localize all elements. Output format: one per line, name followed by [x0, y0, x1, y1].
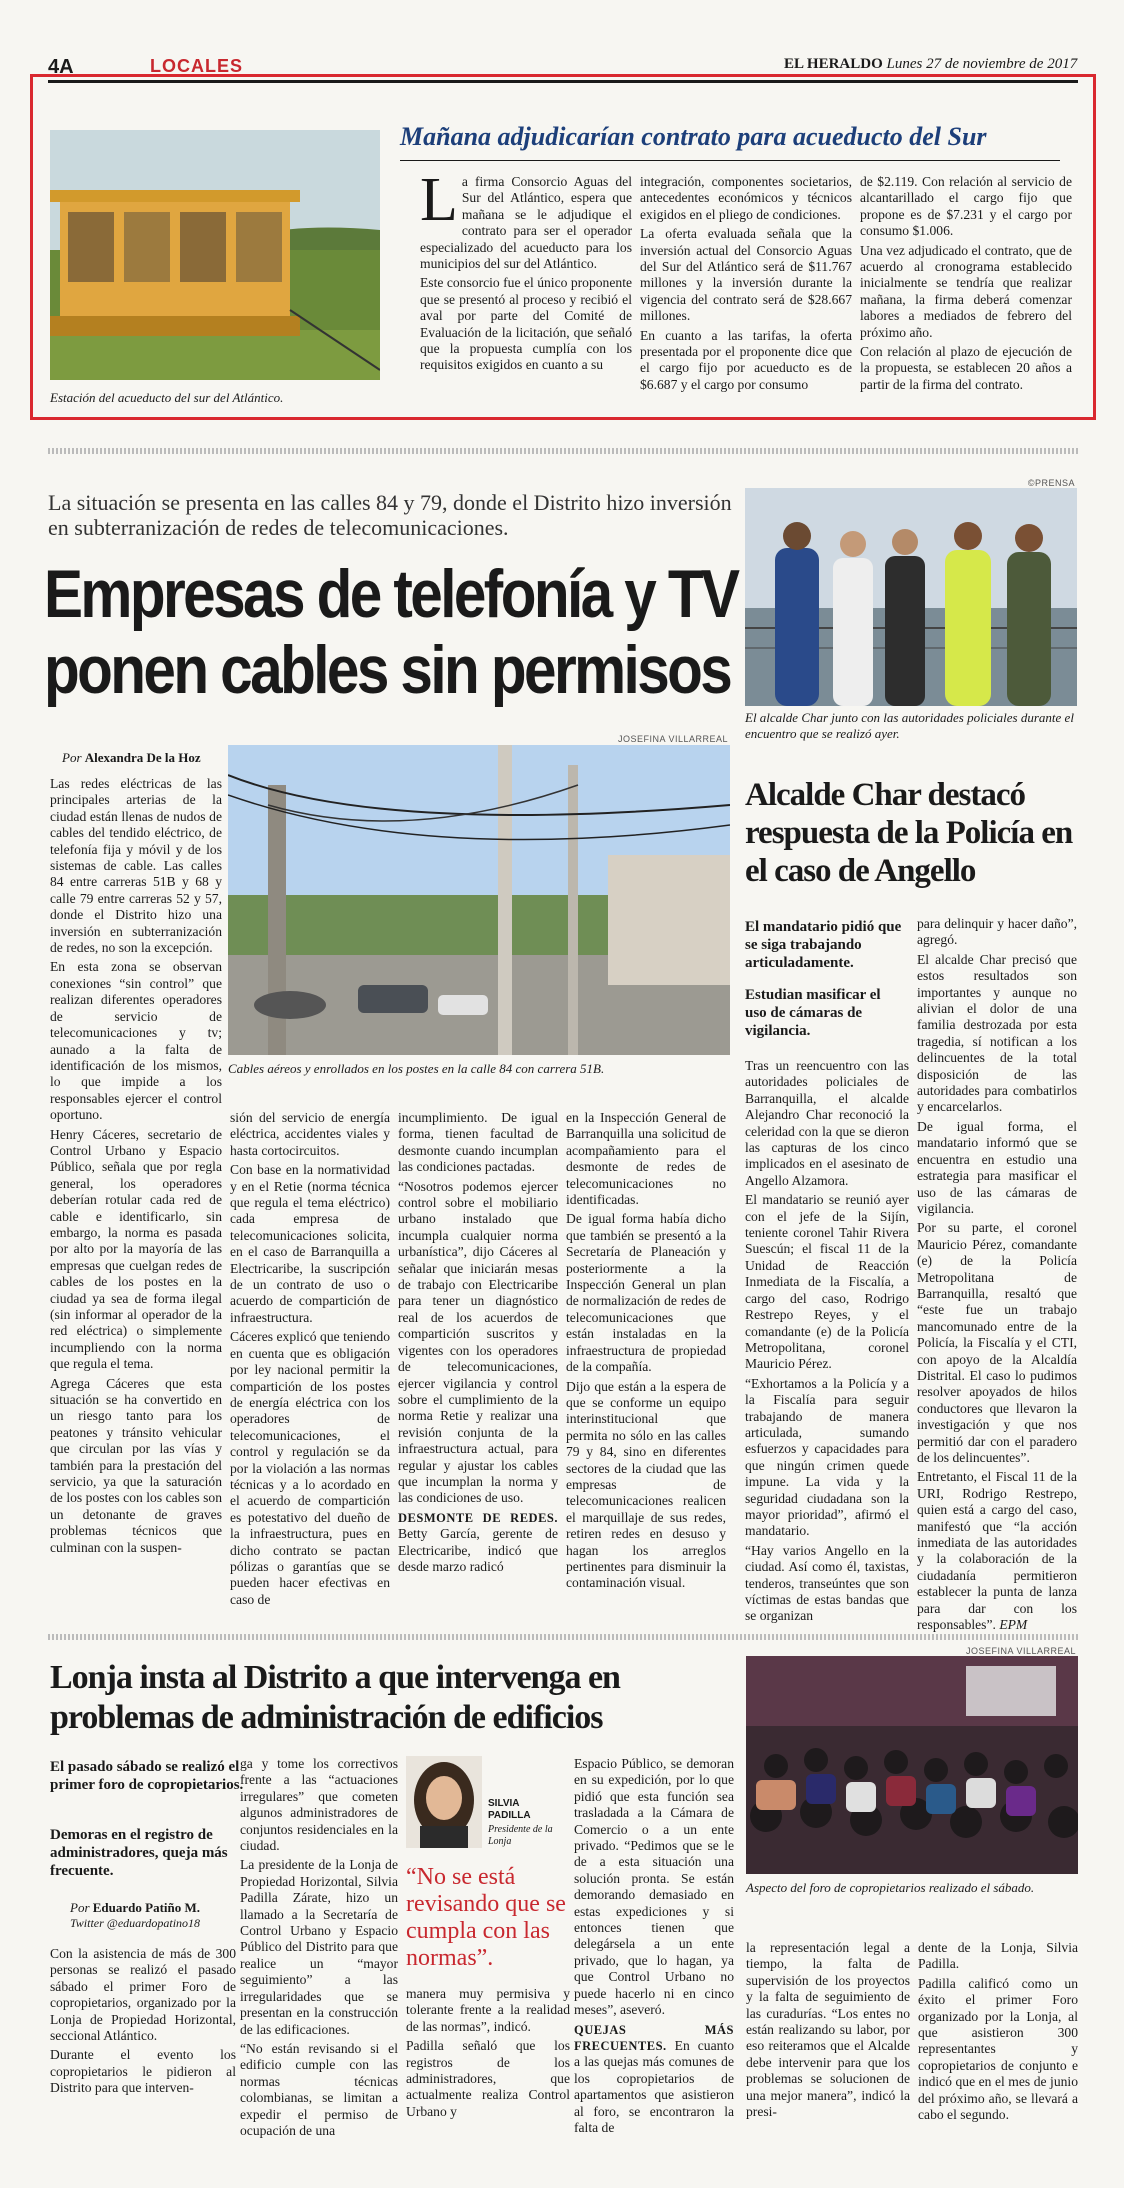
story3-col2-p5: Entretanto, el Fiscal 11 de la URI, Rodrigo Restrepo, quien está a cargo del caso, manifestó que “la acción inmediata de las autoridades y la colaboración de la ciudadanía permitieron establecer la punta de lanza para dar con los responsables”. — [917, 1469, 1077, 1633]
story3-col1-p3: “Exhortamos a la Policía y a la Fiscalía para seguir trabajando de manera articulada, sumando esfuerzos y capacidades para que ningún crimen quede impune. La vida y la seguridad ciudadana son la mayor prioridad”, afirmó el mandatario. — [745, 1375, 909, 1539]
story2-col3-p1: incumplimiento. De igual forma, tienen facultad de desmonte cuando incumplan las condiciones pactadas. — [398, 1110, 558, 1175]
profile-role: Presidente de la Lonja — [488, 1824, 553, 1847]
story4-headline: Lonja insta al Distrito a que intervenga en problemas de administración de edificios — [50, 1659, 620, 1736]
char-photo-illustration — [745, 488, 1077, 706]
char-photo-credit: ©PRENSA — [1027, 478, 1075, 488]
forum-photo — [746, 1656, 1078, 1874]
story2-intro-p2: En esta zona se observan conexiones “sin control” que realizan diferentes operadores de servicio de telecomunicaciones y tv; aunado a la falta de identificación de los mismos, lo que impide a los responsables ejercer el control oportuno. — [50, 959, 222, 1123]
story2-col4-p1: en la Inspección General de Barranquilla una solicitud de acompañamiento para el desmonte de redes de telecomunicaciones no identificadas. — [566, 1110, 726, 1208]
story4-col4-after: En cuanto a las quejas más comunes de los copropietarios de apartamentos que asistieron al foro, se encontraron la falta de — [574, 2037, 734, 2135]
story4-col3 — [406, 1986, 570, 2123]
char-photo-caption: El alcalde Char junto con las autoridades policiales durante el encuentro que se realizó ayer. — [745, 710, 1074, 741]
story1-col1 — [420, 166, 632, 377]
story4-col2-p1: ga y tome los correctivos frente a las “actuaciones irregulares” que cometen algunos administradores de conjuntos residenciales en la ciudad. — [240, 1756, 398, 1854]
issue-date: Lunes 27 de noviembre de 2017 — [886, 56, 1078, 72]
story4-col5-p1: la representación legal a tiempo, la falta de supervisión de los proyectos y la falta de seguimiento de las curadurías. “Los entes no están realizando su labor, por eso reiteramos que el Alcalde debe intervenir para que los problemas se solucionen de una mejor manera”, indicó la presi- — [746, 1940, 910, 2120]
cables-photo-credit: JOSEFINA VILLARREAL — [617, 734, 728, 744]
story4-col4-p1: Espacio Público, se demoran en su expedición, por lo que pidió que esta función sea trasladada a la Cámara de Comercio o a un ente privado. “Pedimos que se le de a esta situación una solución pronta. Se están demorando demasiado en estas expediciones y si entonces tienen que delegársela a un ente privado, que lo hagan, ya que Control Urbano no puede hacerlo ni en cinco meses”, aseveró. — [574, 1756, 734, 2018]
aqueduct-photo-caption: Estación del acueducto del sur del Atlántico. — [50, 390, 284, 405]
story3-col1-p4: “Hay varios Angello en la ciudad. Así como él, taxistas, tenderos, transeúntes que son víctimas de estas bandas que se organizan — [745, 1542, 909, 1624]
story2-intro-p4: Agrega Cáceres que esta situación se ha convertido en un riesgo tanto para los peatones y tránsito vehicular que circulan por las vías y también para la prestación del servicio, ya que la saturación de los postes con los cables son un detonante de graves problemas técnicos que culminan con la suspen- — [50, 1375, 222, 1555]
story4-deck1: El pasado sábado se realizó el primer foro de copropietarios. — [50, 1759, 244, 1793]
byline-author: Alexandra De la Hoz — [84, 750, 201, 765]
story3-deck1: El mandatario pidió que se siga trabajando articuladamente. — [745, 919, 902, 971]
story2-headline-line1: Empresas de telefonía y TV — [44, 556, 738, 632]
story4-col2-p2: La presidente de la Lonja de Propiedad Horizontal, Silvia Padilla Zárate, hizo un llamado a la Secretaría de Control Urbano y Espacio Público del Distrito para que realice un “mayor seguimiento” a las irregularidades que se presentan en la construcción de las edificaciones. — [240, 1857, 398, 2037]
story4-col1-p2: Durante el evento los copropietarios le pidieron al Distrito para que interven- — [50, 2047, 236, 2096]
story3-col2-p4: Por su parte, el coronel Mauricio Pérez, comandante (e) de la Policía Metropolitana de Barranquilla, resaltó que “este fue un trabajo mancomunado entre de la Policía, la Fiscalía y el CTI, con apoyo de la Alcaldía Distrital. El caso lo pudimos resolver apoyados de hilos conductores que llevaron la investigación y que nos permitió dar con el paradero de los delincuentes”. — [917, 1220, 1077, 1465]
story3-col1-p1: Tras un reencuentro con las autoridades policiales de Barranquilla, el alcalde Alejandro Char reconoció la celeridad con la que se dieron las capturas de los cinco implicados en el asesinato de Angello Alzamora. — [745, 1058, 909, 1188]
story3-col2 — [917, 916, 1077, 1636]
forum-photo-credit: JOSEFINA VILLARREAL — [965, 1646, 1076, 1656]
story2-col4-p3: Dijo que están a la espera de que se conforme un equipo interinstitucional que permita no sólo en las calles 79 y 84, sino en diferentes sectores de la ciudad que las empresas de telecomunicaciones realicen el marquillaje de sus redes, retiren redes en desuso y hagan los arreglos pertinentes para disminuir la contaminación visual. — [566, 1378, 726, 1591]
story2-col2-p1: sión del servicio de energía eléctrica, accidentes viales y hasta cortocircuitos. — [230, 1110, 390, 1158]
pull-quote: “No se está revisando que se cumpla con las normas”. — [406, 1864, 566, 1971]
story4-col3-p2: Padilla señaló que los registros de los administradores, que actualmente realiza Control Urbano y — [406, 2038, 570, 2119]
story1-col3-p1: de $2.119. Con relación al servicio de alcantarillado el cargo fijo que propone es de $7.231 y el cargo por consumo $1.006. — [860, 174, 1072, 239]
story3-col1 — [745, 1058, 909, 1628]
story2-col2-p3: Cáceres explicó que teniendo en cuenta que es obligación por ley nacional permitir la compartición de los postes de energía eléctrica con los operadores de telecomunicaciones, el control y regulación se da por la violación a las normas técnicas y a lo acordado en el acuerdo de compartición es potestativo del dueño de la infraestructura, pues en dicho contrato se pactan pólizas o garantías que se pueden hacer efectivas en caso de — [230, 1329, 390, 1607]
story2-col2 — [230, 1110, 390, 1611]
story1-headline-rule — [400, 160, 1060, 161]
story3-headline: Alcalde Char destacó respuesta de la Policía en el caso de Angello — [745, 777, 1073, 889]
story1-col1-p2: Este consorcio fue el único proponente que se presentó al proceso y recibió el aval por parte del Comité de Evaluación de la licitación, que señaló que la propuesta cumplía con los requisitos exigidos en cuanto a su — [420, 275, 632, 373]
story4-col2-p3: “No están revisando si el edificio cumple con las normas técnicas colombianas, se limitan a expedir el permiso de ocupación de una — [240, 2040, 398, 2138]
story3-col2-p3: De igual forma, el mandatario informó que se encuentra en estudio una estrategia para masificar el uso de las cámaras de vigilancia. — [917, 1118, 1077, 1216]
section-divider — [48, 448, 1078, 454]
story1-col3-p2: Una vez adjudicado el contrato, que de acuerdo al cronograma establecido inicialmente se tendría que realizar mañana, la firma deberá comenzar labores a mediados de febrero del próximo año. — [860, 242, 1072, 340]
story2-subhead: DESMONTE DE REDES. — [398, 1510, 558, 1525]
cables-photo-illustration — [228, 745, 730, 1055]
story1-col3 — [860, 174, 1072, 396]
padilla-portrait — [406, 1756, 482, 1848]
byline-author: Eduardo Patiño M. — [92, 1900, 201, 1915]
story4-col5 — [746, 1940, 910, 2123]
story3-col1-p2: El mandatario se reunió ayer con el jefe de la Sijín, teniente coronel Tahir Rivera Suescún; el fiscal 11 de la Unidad de Reacción Inmediata de la Fiscalía, a cargo del caso, Rodrigo Restrepo Reyes, y el comandante (e) de la Policía Metropolitana, coronel Mauricio Pérez. — [745, 1192, 909, 1372]
story4-deck2: Demoras en el registro de administradores, queja más frecuente. — [50, 1827, 228, 1879]
story1-col2-p1: integración, componentes societarios, antecedentes económicos y técnicos exigidos en el pliego de condiciones. — [640, 174, 852, 222]
story4-col2 — [240, 1756, 398, 2142]
story2-intro-p1: Las redes eléctricas de las principales arterias de la ciudad están llenas de nudos de cables del tendido eléctrico, de telefonía fija y móvil y de los sistemas de cable. Las calles 84 entre carreras 51B y 68 y calle 79 entre carreras 52 y 57, donde el Distrito hizo una inversión en subterranización de redes, no son la excepción. — [50, 776, 222, 956]
profile-name-first: SILVIA — [488, 1798, 520, 1809]
story4-byline — [70, 1900, 250, 1931]
story4-col1-p1: Con la asistencia de más de 300 personas se realizó el pasado sábado el primer Foro de copropietarios, organizado por la Lonja de Propiedad Horizontal, seccional Atlántico. — [50, 1946, 236, 2044]
story3-col2-p2: El alcalde Char precisó que estos resultados son importantes y aunque no alivian el dolor de una familia destrozada por esta tragedia, sí notifican a los delincuentes de la total disposición de las autoridades para combatirlos y encarcelarlos. — [917, 951, 1077, 1115]
aqueduct-photo — [50, 130, 380, 380]
story2-col2-p2: Con base en la normatividad y en el Retie (norma técnica que regula el tema eléctrico) cada empresa de telecomunicaciones solicita, en el caso de Barranquilla a Electricaribe, la suscripción de un contrato de uso o acuerdo de compartición de infraestructura. — [230, 1162, 390, 1325]
story1-col1-p1: a firma Consorcio Aguas del Sur del Atlántico, espera que mañana se le adjudique el contrato para ser el operador especializado del acueducto para los municipios del sur del Atlántico. — [420, 174, 632, 272]
forum-photo-caption: Aspecto del foro de copropietarios realizado el sábado. — [746, 1880, 1035, 1895]
story1-dropcap: L — [420, 166, 458, 234]
byline-prefix: Por — [62, 750, 82, 765]
story2-col4 — [566, 1110, 726, 1595]
story2-col3-p2: “Nosotros podemos ejercer control sobre el mobiliario urbano instalado que incumpla cualquier norma urbanística”, dijo Cáceres al señalar que iniciarán mesas de trabajo con Electricaribe para tener un diagnóstico real de los acuerdos de compartición suscritos y vigentes con los operadores de telecomunicaciones, ejercer vigilancia y control sobre el cumplimiento de la norma Retie y realizar una revisión conjunta de la infraestructura actual, para regular y ajustar los cables que incumplan la norma y las condiciones de uso. — [398, 1178, 558, 1506]
story1-headline: Mañana adjudicarían contrato para acueducto del Sur — [400, 122, 987, 151]
story4-col4 — [574, 1756, 734, 2139]
profile-name — [488, 1798, 568, 1822]
section-name: LOCALES — [150, 56, 244, 76]
masthead-dateline — [784, 56, 1077, 73]
story2-headline — [44, 556, 738, 708]
byline-twitter: Twitter @eduardopatino18 — [70, 1916, 201, 1930]
story4-subhead: QUEJAS MÁS FRECUENTES. — [574, 2022, 734, 2053]
story2-intro-p3: Henry Cáceres, secretario de Control Urbano y Espacio Público, señala que por regla general, los operadores deberían rotular cada red de cable e identificarlo, sin embargo, la norma es pasada por alto por la mayoría de las empresas que cuelgan redes de cables de los postes en la ciudad ya sea de forma ilegal (sin informar al operador de la red eléctrica) o simplemente incumpliendo con la norma que regula el tema. — [50, 1126, 222, 1372]
padilla-portrait-illustration — [406, 1756, 482, 1848]
byline-prefix: Por — [70, 1900, 90, 1915]
story4-col6 — [918, 1940, 1078, 2126]
story1-col2 — [640, 174, 852, 396]
profile-name-last: PADILLA — [488, 1810, 531, 1821]
paper-name: EL HERALDO — [784, 56, 883, 72]
char-photo — [745, 488, 1077, 706]
story2-byline — [62, 750, 201, 766]
story2-col3-after: Betty García, gerente de Electricaribe, indicó que desde marzo radicó — [398, 1526, 558, 1574]
story4-col6-p2: Padilla calificó como un éxito el primer Foro organizado por la Lonja, al que asistieron 300 representantes y copropietarios de conjunto e indicó que en el mes de junio del próximo año, se llevará a cabo el segundo. — [918, 1975, 1078, 2123]
aqueduct-photo-illustration — [50, 130, 380, 380]
story4-col3-p1: manera muy permisiva y tolerante frente a la realidad de las normas”, indicó. — [406, 1986, 570, 2034]
story2-col4-p2: De igual forma había dicho que también se presentó a la Secretaría de Planeación y posteriormente a la Inspección General un plan de normalización de redes de telecomunicaciones que están instaladas en la infraestructura de propiedad de la compañía. — [566, 1211, 726, 1375]
cables-photo-caption: Cables aéreos y enrollados en los postes en la calle 84 con carrera 51B. — [228, 1061, 605, 1076]
story3-signoff: EPM — [999, 1617, 1028, 1633]
story2-intro-col — [50, 776, 222, 1559]
story1-col2-p3: En cuanto a las tarifas, la oferta presentada por el proponente dice que el cargo fijo por acueducto es de $6.687 y el cargo por consumo — [640, 327, 852, 392]
story3-deck2: Estudian masificar el uso de cámaras de vigilancia. — [745, 987, 881, 1039]
cables-photo — [228, 745, 730, 1055]
story2-headline-line2: ponen cables sin permisos — [44, 632, 731, 708]
story4-col1 — [50, 1946, 236, 2100]
section-divider-2 — [48, 1634, 1078, 1640]
story2-kicker: La situación se presenta en las calles 84 y 79, donde el Distrito hizo inversión en subterranización de redes de telecomunicaciones. — [48, 490, 732, 540]
story1-col2-p2: La oferta evaluada señala que la inversión actual del Consorcio Aguas del Sur del Atlántico será de $11.767 millones y la inversión durante la vigencia del contrato será de $28.667 millones. — [640, 226, 852, 324]
story1-col3-p3: Con relación al plazo de ejecución de la propuesta, se establecen 20 años a partir de la firma del contrato. — [860, 344, 1072, 392]
story2-col3 — [398, 1110, 558, 1578]
page-number: 4A — [48, 56, 74, 78]
story4-col6-p1: dente de la Lonja, Silvia Padilla. — [918, 1940, 1078, 1972]
forum-photo-illustration — [746, 1656, 1078, 1874]
story3-col2-p1: para delinquir y hacer daño”, agregó. — [917, 916, 1077, 948]
